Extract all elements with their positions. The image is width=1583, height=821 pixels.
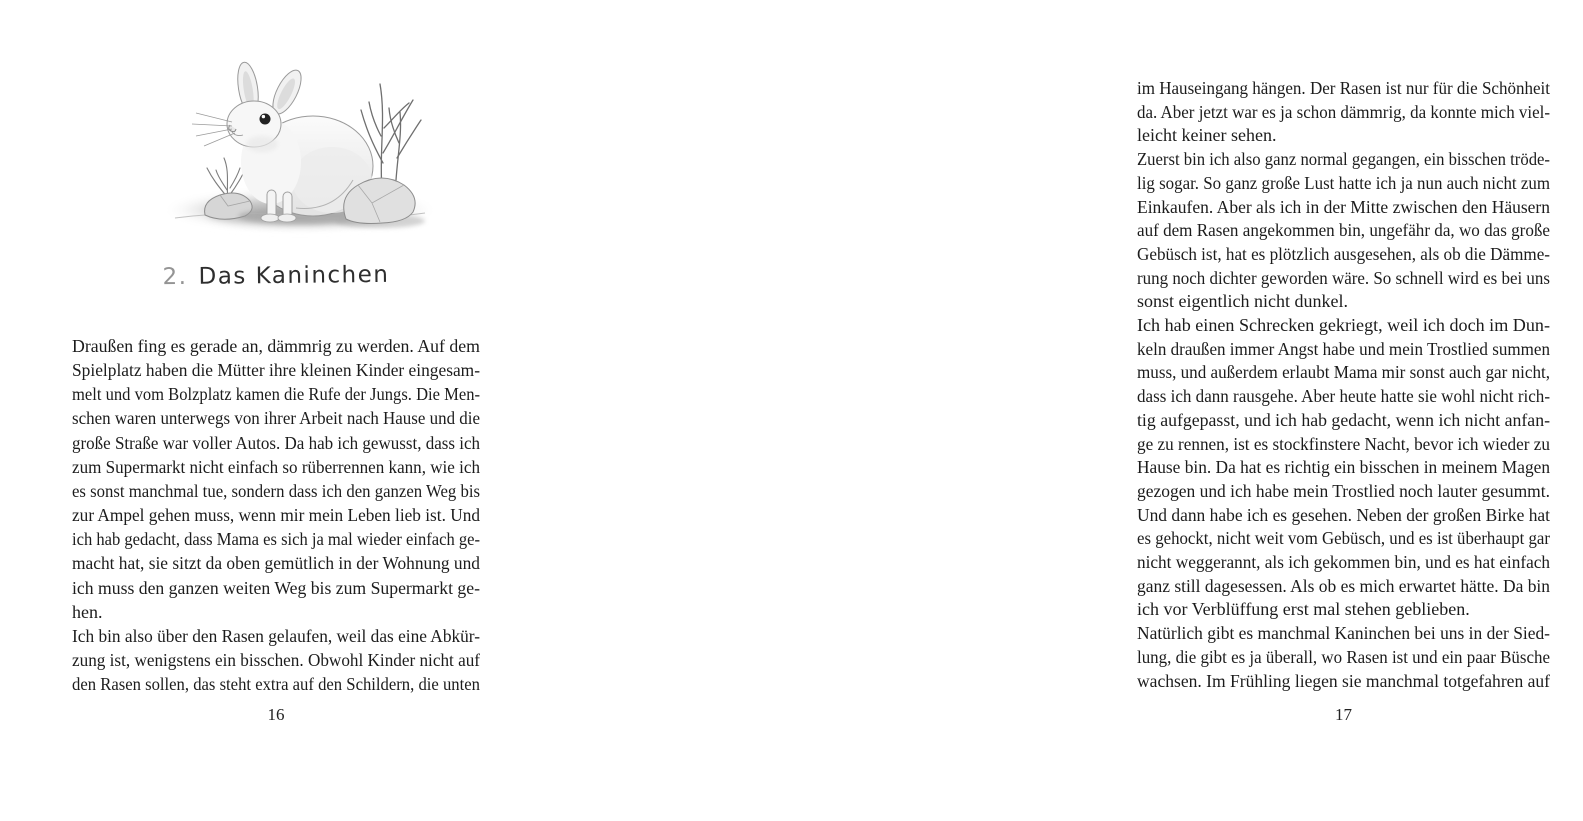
text-line: ich hab gedacht, dass Mama es sich ja mal wieder einfach ge- [72,529,480,550]
page-number-left: 16 [267,705,285,724]
text-line: wachsen. Im Frühling liegen sie manchmal totgefahren auf [1137,670,1550,691]
text-line: Und dann habe ich es gesehen. Neben der großen Birke hat [1137,504,1550,525]
rabbit-eye [260,114,271,125]
rabbit-sketch-svg [150,58,450,242]
text-line: ganz still dagesessen. Als ob es mich erwartet hätte. Da bin [1137,575,1550,596]
text-line: ich vor Verblüffung erst mal stehen geblieben. [1137,599,1470,620]
text-line: es sonst manchmal tue, sondern dass ich den ganzen Weg bis [72,480,480,501]
text-line: Zuerst bin ich also ganz normal gegangen, ein bisschen tröde- [1137,149,1550,170]
text-line: tig aufgepasst, und ich hab gedacht, wenn ich nicht anfan- [1137,409,1550,430]
text-line: da. Aber jetzt war es ja schon dämmrig, da konnte mich viel- [1137,101,1550,122]
text-line: rung noch dichter geworden wäre. So schnell wird es bei uns [1137,267,1550,288]
text-line: keln draußen immer Angst habe und mein Trostlied summen [1137,338,1550,359]
text-line: zur Ampel gehen muss, wenn mir mein Leben lieb ist. Und [72,505,480,526]
page-right [540,0,1550,821]
text-line: Draußen fing es gerade an, dämmrig zu werden. Auf dem [72,336,480,356]
chapter-number: 2. [162,263,188,291]
text-line: gezogen und ich habe mein Trostlied noch lauter gesummt. [1137,480,1550,501]
page-left [0,0,540,821]
text-line: im Hauseingang hängen. Der Rasen ist nur für die Schönheit [1137,78,1550,98]
text-line: Ich hab einen Schrecken gekriegt, weil ich doch im Dun- [1137,315,1550,336]
right-text-block [1137,77,1550,693]
text-line: Ich bin also über den Rasen gelaufen, weil das eine Abkür- [72,625,480,646]
text-line: macht hat, sie sitzt da oben gemütlich in der Wohnung und [72,553,480,574]
text-line: zum Supermarkt nicht einfach so rüberrennen kann, wie ich [72,456,480,477]
text-line: melt und vom Bolzplatz kamen die Rufe der Jungs. Die Men- [72,384,480,405]
text-line: dass ich dann rausgehe. Aber heute hatte sie wohl nicht rich- [1137,386,1550,407]
text-line: Einkaufen. Aber als ich in der Mitte zwischen den Häusern [1137,196,1550,217]
text-line: muss, und außerdem erlaubt Mama mir sonst auch gar nicht, [1137,362,1550,383]
text-line: nicht weggerannt, als ich gekommen bin, und es hat einfach [1137,552,1550,573]
rabbit-illustration [150,58,450,242]
text-line: Natürlich gibt es manchmal Kaninchen bei uns in der Sied- [1137,623,1550,644]
text-line: leicht keiner sehen. [1137,125,1277,146]
text-line: auf dem Rasen angekommen bin, ungefähr da, wo das große [1137,220,1550,241]
text-line: Spielplatz haben die Mütter ihre kleinen Kinder eingesam- [72,360,480,381]
text-line: zung ist, wenigstens ein bisschen. Obwohl Kinder nicht auf [72,650,480,671]
text-line: Gebüsch ist, hat es plötzlich ausgesehen, als ob die Dämme- [1137,243,1550,264]
text-line: sonst eigentlich nicht dunkel. [1137,291,1348,312]
text-line: lig sogar. So ganz große Lust hatte ich ja nun auch nicht zum [1137,172,1550,193]
text-line: den Rasen sollen, das steht extra auf den Schildern, die unten [72,674,480,695]
text-line: hen. [72,601,103,622]
text-line: es gehockt, nicht weit vom Gebüsch, und es ist überhaupt gar [1137,528,1550,549]
chapter-title [72,261,480,291]
text-line: ich muss den ganzen weiten Weg bis zum Supermarkt ge- [72,577,480,598]
text-line: lung, die gibt es ja überall, wo Rasen ist und ein paar Büsche [1137,646,1550,667]
text-line: Hause bin. Da hat es richtig ein bisschen in meinem Magen [1137,457,1550,478]
text-line: schen waren unterwegs von ihrer Arbeit nach Hause und die [72,408,480,429]
text-line: ge zu rennen, ist es stockfinstere Nacht, bevor ich wieder zu [1137,433,1550,454]
page-number-right: 17 [1335,705,1352,724]
left-text-block [72,334,480,696]
text-line: große Straße war voller Autos. Da hab ich gewusst, dass ich [72,432,480,453]
chapter-name: Das Kaninchen [198,261,390,290]
